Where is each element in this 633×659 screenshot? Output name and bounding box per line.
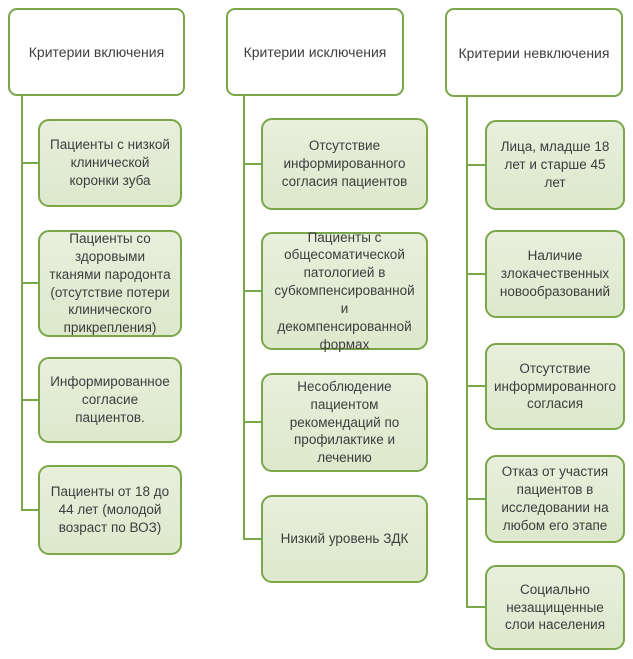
connector-stub: [466, 385, 485, 387]
criteria-item: [485, 343, 625, 430]
criteria-item-label: Лица, младше 18 лет и старше 45 лет: [500, 139, 610, 190]
criteria-item-label: Несоблюдение пациентом рекомендаций по профилактике и лечению: [289, 378, 400, 466]
criteria-item: [38, 357, 182, 443]
connector-stub: [466, 164, 485, 166]
connector-stub: [21, 162, 38, 164]
criteria-item: [261, 495, 428, 583]
criteria-item-label: Низкий уровень ЗДК: [280, 531, 409, 547]
criteria-item-label: Информированное согласие пациентов.: [50, 374, 170, 425]
criteria-item: [38, 230, 182, 337]
connector-stub: [21, 509, 38, 511]
connector-vertical-line: [466, 97, 468, 608]
criteria-item-label: Наличие злокачественных новообразований: [499, 248, 611, 299]
column-header-label: Критерии включения: [28, 44, 165, 60]
criteria-item: [261, 373, 428, 472]
connector-stub: [243, 421, 261, 423]
criteria-item: [38, 465, 182, 555]
column-header-label: Критерии невключения: [458, 44, 610, 61]
criteria-item: [38, 119, 182, 207]
criteria-item-label: Пациенты с общесоматической патологией в субкомпенсированной и декомпенсированной формах: [274, 229, 415, 352]
criteria-item: [485, 120, 625, 210]
criteria-item: [485, 565, 625, 650]
connector-stub: [21, 399, 38, 401]
criteria-item-label: Социально незащищенные слои населения: [504, 581, 606, 633]
criteria-item: [485, 230, 625, 318]
connector-stub: [466, 273, 485, 275]
column-header-inclusion: [8, 8, 185, 96]
column-header-non-inclusion: [445, 8, 623, 97]
column-header-exclusion: [226, 8, 404, 96]
connector-stub: [243, 538, 261, 540]
connector-vertical-line: [21, 96, 23, 511]
criteria-item-label: Отсутствие информированного согласия: [493, 360, 617, 412]
criteria-item-label: Пациенты со здоровыми тканями пародонта (отсутствие потери клинического прикрепления): [49, 231, 171, 336]
connector-stub: [21, 282, 38, 284]
connector-stub: [243, 163, 261, 165]
criteria-item-label: Пациенты от 18 до 44 лет (молодой возраст по ВОЗ): [50, 484, 170, 535]
connector-stub: [243, 290, 261, 292]
column-header-label: Критерии исключения: [243, 44, 387, 60]
connector-stub: [466, 498, 485, 500]
criteria-item-label: Пациенты с низкой клинической коронки зуба: [50, 137, 170, 188]
criteria-item: [261, 118, 428, 210]
connector-stub: [466, 606, 485, 608]
criteria-item-label: Отсутствие информированного согласия пациентов: [281, 138, 408, 189]
criteria-item: [261, 229, 428, 352]
criteria-item: [485, 455, 625, 543]
criteria-item-label: Отказ от участия пациентов в исследовании на любом его этапе: [501, 464, 609, 533]
